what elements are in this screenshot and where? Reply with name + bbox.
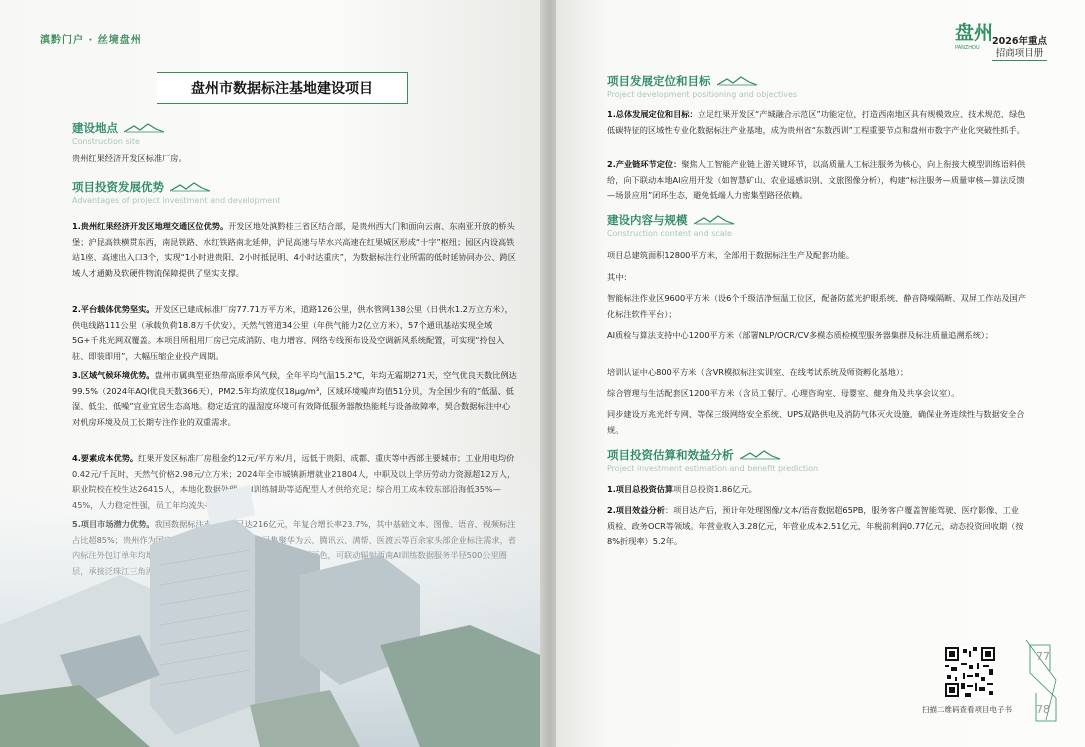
section-scale: [607, 212, 734, 238]
scale-paragraph: 其中：: [607, 272, 632, 282]
brochure-year-line: 2026年重点: [992, 36, 1047, 47]
scale-paragraph: 培训认证中心800平方米（含VR模拟标注实训室、在线考试系统及师资孵化基地）；: [607, 367, 909, 377]
mountain-wave-icon: [717, 76, 757, 86]
section-investment-title: 项目投资估算和效益分析: [607, 448, 734, 462]
logo-sub: PANZHOU: [955, 45, 980, 51]
section-positioning-en: Project development positioning and objectives: [607, 90, 798, 99]
section-site-title: 建设地点: [72, 121, 118, 135]
page-number-right: 78: [1036, 703, 1050, 716]
scale-paragraph: 项目总建筑面积12800平方米，全部用于数据标注生产及配套功能。: [607, 250, 855, 260]
mountain-wave-icon: [694, 215, 734, 225]
advantage-item: 3.区域气候环境优势。盘州市属典型亚热带高原季风气候，全年平均气温15.2℃，年均无霜期271天，空气优良天数比例达99.5%（2024年AQI优良天数366天），PM2.5年均浓度仅18μg/m³，区域环境噪声均值51分贝，为全国少有的“低温、低湿、低尘、低噪”宜业宜居生态高地。稳定适宜的温湿度环境可有效降低服务器散热能耗与设备故障率，契合数据标注中心对机房环境及员工长期专注作业的双重需求。: [72, 370, 517, 427]
advantage-item: 1.贵州红果经济开发区地理交通区位优势。开发区地处滇黔桂三省区结合部，是贵州西大门和面向云南、东南亚开放的桥头堡；沪昆高铁横贯东西，南昆铁路、水红铁路南北延伸，沪昆高速与毕水兴高速在红果城区形成“十字”枢纽；园区内设高铁站1座、高速出入口3个，实现“1小时进贵阳、2小时抵昆明、4小时达重庆”，为数据标注行业所需的低时延协同办公、跨区域人才通勤及软硬件物流保障提供了坚实支撑。: [72, 221, 516, 278]
scale-paragraph: AI质检与算法支持中心1200平方米（部署NLP/OCR/CV多模态质检模型服务器集群及标注质量追溯系统）；: [607, 330, 994, 340]
qr-code-image[interactable]: [945, 647, 995, 697]
page-slogan: 滇黔门户 · 丝境盘州: [40, 35, 142, 46]
scale-paragraph: 同步建设万兆光纤专网、等保三级网络安全系统、UPS双路供电及消防气体灭火设施，确保业务连续性与数据安全合规。: [607, 409, 1025, 435]
investment-item: 1.项目总投资估算项目总投资1.86亿元。: [607, 484, 757, 494]
page-title: 盘州市数据标注基地建设项目: [157, 72, 408, 104]
section-positioning: [607, 73, 797, 99]
page-number-left: 77: [1036, 650, 1050, 663]
section-investment-en: Project investment estimation and benefit prediction: [607, 464, 819, 473]
scale-paragraph: 综合管理与生活配套区1200平方米（含员工餐厅、心理咨询室、母婴室、健身角及共享会议室）。: [607, 388, 960, 398]
section-investment: [607, 447, 818, 473]
aerial-building-image: [0, 455, 540, 747]
section-scale-title: 建设内容与规模: [607, 213, 688, 227]
brochure-subtitle: 招商项目册: [992, 48, 1047, 61]
qr-caption: 扫描二维码查看项目电子书: [922, 705, 1012, 714]
section-advantages-title: 项目投资发展优势: [72, 180, 164, 194]
logo-mark: 盘州: [955, 22, 994, 44]
positioning-item: 1.总体发展定位和目标：立足红果开发区“产城融合示范区”功能定位，打造西南地区具有规模效应、技术规范、绿色低碳特征的区域性专业化数据标注产业基地，成为贵州省“东数西训”工程重要节点和盘州市数字产业化突破性抓手。: [607, 109, 1026, 135]
investment-item: 2.项目效益分析：项目达产后，预计年处理图像/文本/语音数据超65PB，服务客户覆盖智能驾驶、医疗影像、工业质检、政务OCR等领域。年营业收入3.28亿元，年营业成本2.51亿元，年税前利润0.77亿元，动态投资回收期（按8%折现率）5.2年。: [607, 505, 1024, 547]
brochure-title: [992, 36, 1047, 61]
section-site-en: Construction site: [72, 137, 140, 146]
mountain-wave-icon: [740, 450, 780, 460]
section-advantages: [72, 179, 281, 205]
mountain-wave-icon: [124, 123, 164, 133]
section-advantages-en: Advantages of project investment and development: [72, 196, 281, 205]
advantage-item: 2.平台载体优势坚实。开发区已建成标准厂房77.71万平方米，道路126公里，供水管网138公里（日供水1.2万立方米），供电线路111公里（承载负荷18.8万千伏安），天然气管道34公里（年供气能力2亿立方米），57个通讯基站实现全域5G+千兆光网双覆盖。本项目所租用厂房已完成消防、电力增容、网络专线预布设及空调新风系统配置，可实现“拎包入驻、即装即用”，大幅压缩企业投产周期。: [72, 304, 513, 361]
scale-paragraph: 智能标注作业区9600平方米（设6个千级洁净恒温工位区，配备防蓝光护眼系统、静音降噪隔断、双屏工作站及国产化标注软件平台）；: [607, 293, 1027, 319]
mountain-wave-icon: [170, 182, 210, 192]
section-scale-en: Construction content and scale: [607, 229, 732, 238]
positioning-item: 2.产业链环节定位：聚焦人工智能产业链上游关键环节，以高质量人工标注服务为核心，向上衔接大模型训练语料供给，向下联动本地AI应用开发（如智慧矿山、农业遥感识别、文旅图像分析），构建“标注服务—质量审核—算法反馈—场景应用”闭环生态，避免低端人力密集型路径依赖。: [607, 159, 1026, 201]
site-body: 贵州红果经济开发区标准厂房。: [72, 153, 187, 163]
panzhou-logo: [955, 18, 993, 51]
section-site: [72, 120, 164, 146]
page-number-frame: [1028, 643, 1058, 723]
section-positioning-title: 项目发展定位和目标: [607, 74, 711, 88]
